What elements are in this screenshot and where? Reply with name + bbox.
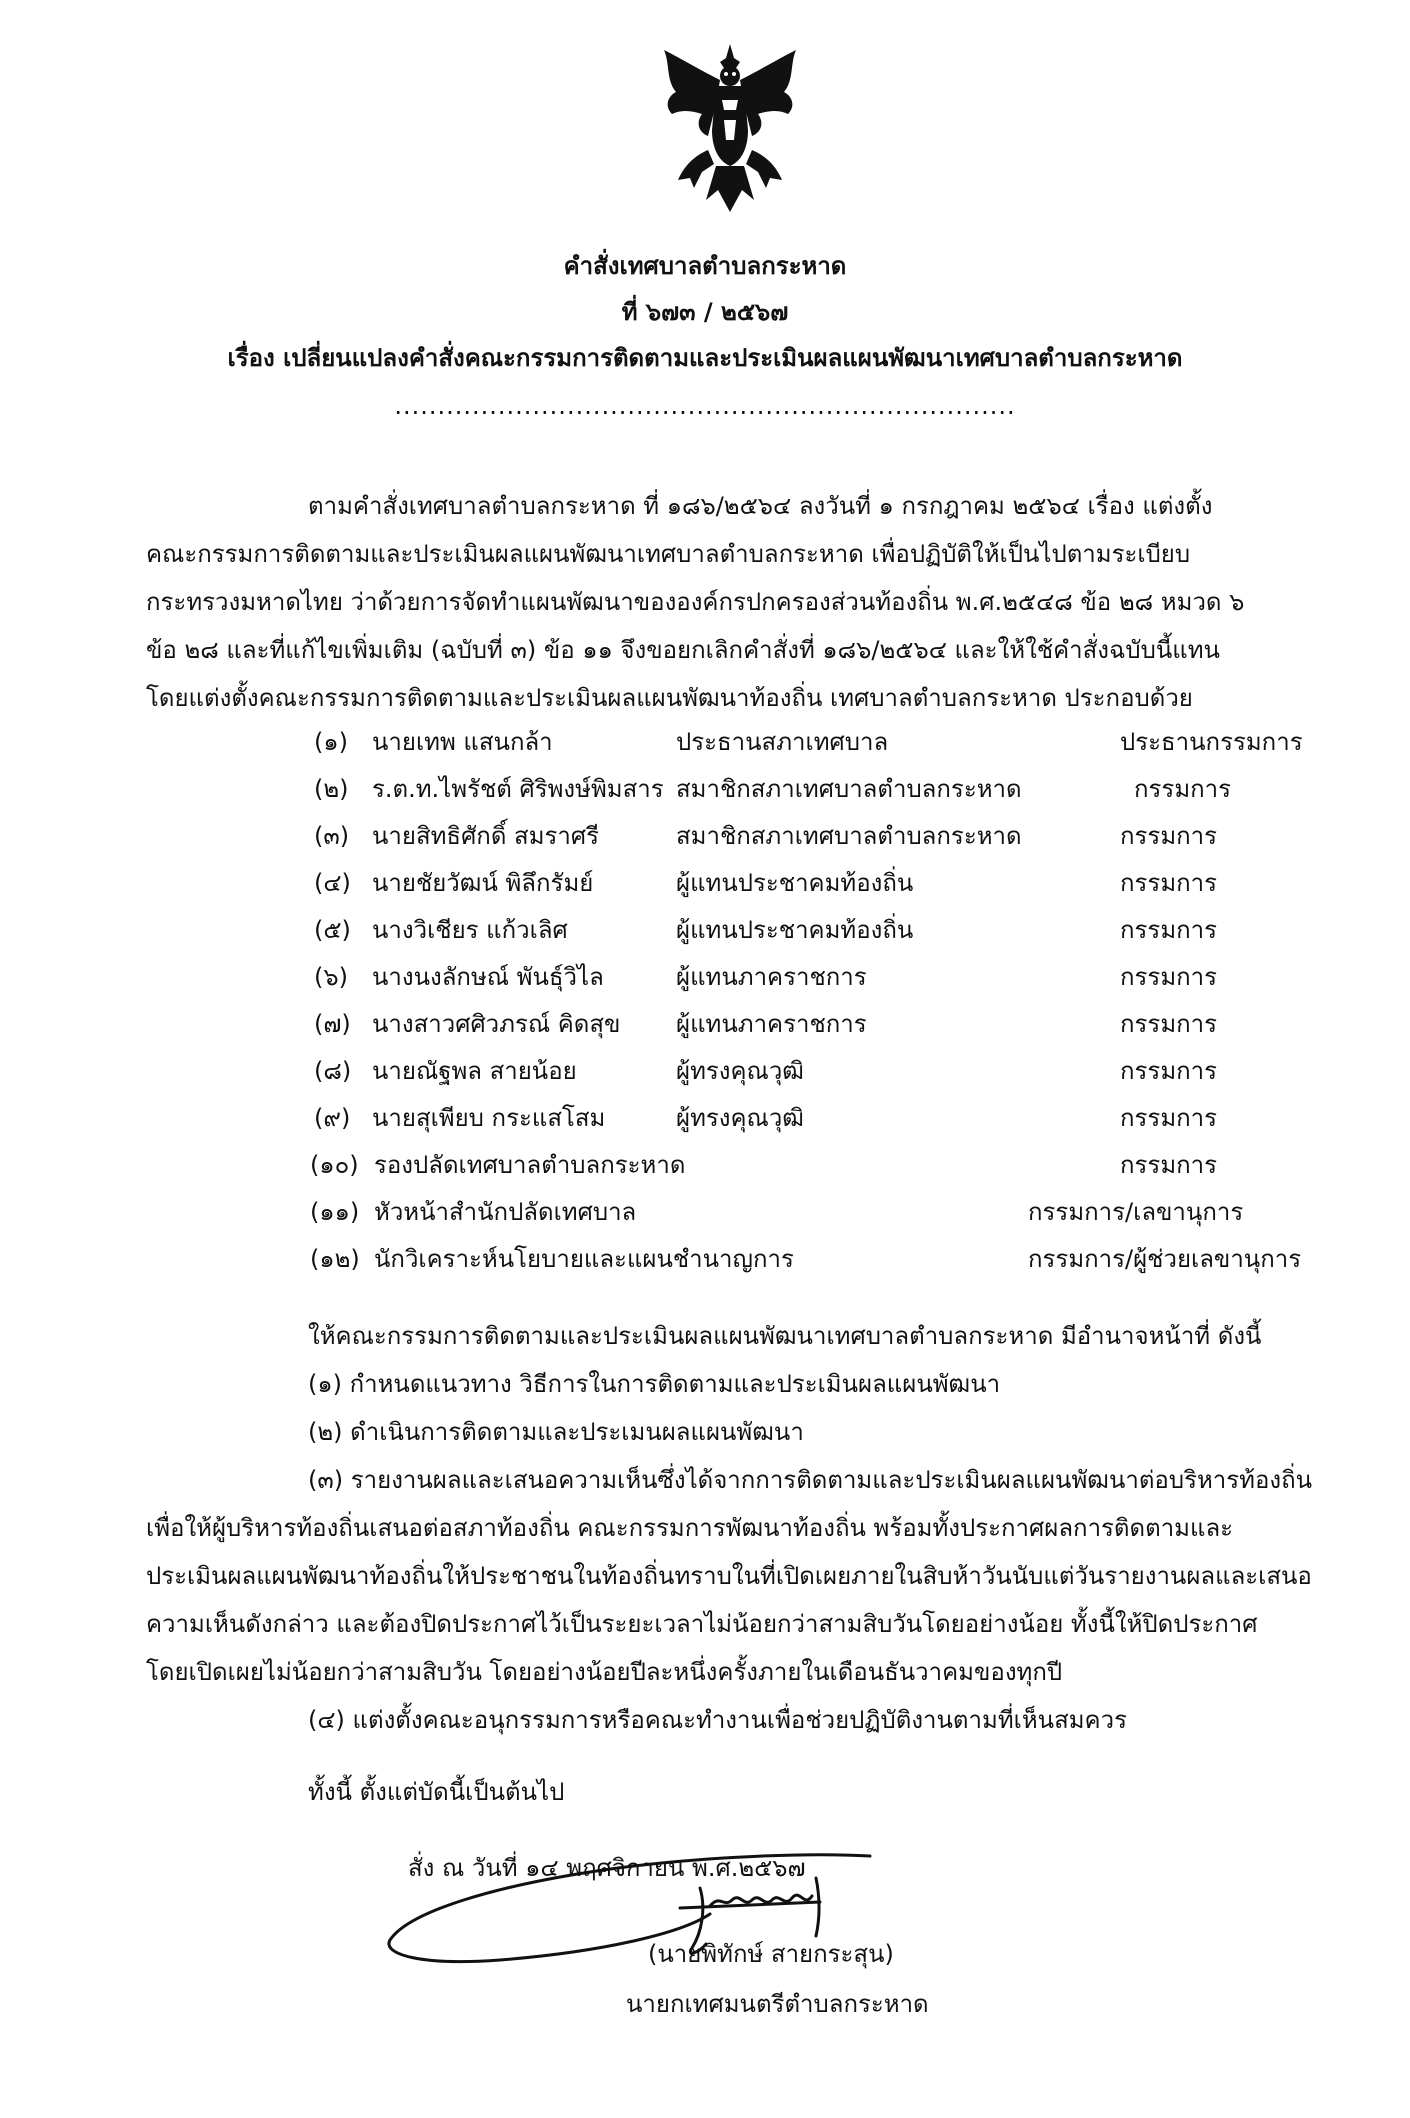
intro-line: กระทรวงมหาดไทย ว่าด้วยการจัดทำแผนพัฒนาขององค์กรปกครองส่วนท้องถิ่น พ.ศ.๒๕๔๘ ข้อ ๒๘ หมวด ๖ (146, 588, 1245, 616)
signer-title: นายกเทศมนตรีตำบลกระหาด (626, 1990, 929, 2018)
duty-item-line: โดยเปิดเผยไม่น้อยกว่าสามสิบวัน โดยอย่างน้อยปีละหนึ่งครั้งภายในเดือนธันวาคมของทุกปี (146, 1658, 1063, 1686)
duty-item: (๔) แต่งตั้งคณะอนุกรรมการหรือคณะทำงานเพื่อช่วยปฏิบัติงานตามที่เห็นสมควร (308, 1706, 1127, 1734)
member-name: นายเทพ แสนกล้า (372, 728, 553, 756)
member-position: ผู้แทนประชาคมท้องถิ่น (676, 916, 914, 944)
signature-date: สั่ง ณ วันที่ ๑๔ พฤศจิกายน พ.ศ.๒๕๖๗ (408, 1854, 806, 1882)
member-position: สมาชิกสภาเทศบาลตำบลกระหาด (676, 775, 1022, 803)
member-position: ผู้แทนภาคราชการ (676, 963, 867, 991)
member-role: กรรมการ (1120, 1010, 1218, 1038)
member-number: (๑๒) (310, 1245, 360, 1273)
member-name: หัวหน้าสำนักปลัดเทศบาล (374, 1198, 637, 1226)
member-role: กรรมการ (1120, 963, 1218, 991)
intro-line: ข้อ ๒๘ และที่แก้ไขเพิ่มเติม (ฉบับที่ ๓) ข้อ ๑๑ จึงขอยกเลิกคำสั่งที่ ๑๘๖/๒๕๖๔ และให้ใช้คำสั่งฉบับนี้แทน (146, 636, 1220, 664)
member-name: นายณัฐพล สายน้อย (372, 1057, 577, 1085)
duty-item: (๑) กำหนดแนวทาง วิธีการในการติดตามและประเมินผลแผนพัฒนา (308, 1370, 1001, 1398)
member-name: นางวิเชียร แก้วเลิศ (372, 916, 568, 944)
member-role: กรรมการ (1120, 916, 1218, 944)
member-position: ประธานสภาเทศบาล (676, 728, 889, 756)
intro-line: โดยแต่งตั้งคณะกรรมการติดตามและประเมินผลแผนพัฒนาท้องถิ่น เทศบาลตำบลกระหาด ประกอบด้วย (146, 684, 1193, 712)
member-number: (๗) (314, 1010, 351, 1038)
member-number: (๔) (314, 869, 351, 897)
intro-line: คณะกรรมการติดตามและประเมินผลแผนพัฒนาเทศบาลตำบลกระหาด เพื่อปฏิบัติให้เป็นไปตามระเบียบ (146, 540, 1191, 568)
member-number: (๙) (314, 1104, 351, 1132)
member-name: รองปลัดเทศบาลตำบลกระหาด (374, 1151, 686, 1179)
duty-item-line: เพื่อให้ผู้บริหารท้องถิ่นเสนอต่อสภาท้องถิ่น คณะกรรมการพัฒนาท้องถิ่น พร้อมทั้งประกาศผลการติดตามและ (146, 1514, 1234, 1542)
member-name: นักวิเคราะห์นโยบายและแผนชำนาญการ (374, 1245, 794, 1273)
duty-item: (๓) รายงานผลและเสนอความเห็นซึ่งได้จากการติดตามและประเมินผลแผนพัฒนาต่อบริหารท้องถิ่น (308, 1466, 1313, 1494)
member-number: (๑๑) (310, 1198, 360, 1226)
member-number: (๘) (314, 1057, 352, 1085)
member-position: สมาชิกสภาเทศบาลตำบลกระหาด (676, 822, 1022, 850)
member-role: กรรมการ (1120, 1104, 1218, 1132)
member-role: กรรมการ/ผู้ช่วยเลขานุการ (1028, 1245, 1302, 1273)
member-role: กรรมการ (1120, 1057, 1218, 1085)
order-number: ที่ ๖๗๓ / ๒๕๖๗ (621, 298, 789, 326)
member-number: (๕) (314, 916, 351, 944)
member-number: (๖) (314, 963, 348, 991)
garuda-emblem-icon (650, 40, 810, 220)
header-divider: ........................................................................ (394, 392, 1016, 420)
signer-name: (นายพิทักษ์ สายกระสุน) (648, 1940, 894, 1968)
duties-intro: ให้คณะกรรมการติดตามและประเมินผลแผนพัฒนาเทศบาลตำบลกระหาด มีอำนาจหน้าที่ ดังนี้ (308, 1322, 1262, 1350)
duty-item-line: ประเมินผลแผนพัฒนาท้องถิ่นให้ประชาชนในท้องถิ่นทราบในที่เปิดเผยภายในสิบห้าวันนับแต่วันรายงานผลและเสนอ (146, 1562, 1312, 1590)
member-number: (๑) (314, 728, 348, 756)
member-position: ผู้ทรงคุณวุฒิ (676, 1057, 804, 1085)
member-role: กรรมการ (1120, 869, 1218, 897)
duty-item: (๒) ดำเนินการติดตามและประเมนผลแผนพัฒนา (308, 1418, 804, 1446)
member-name: นายสุเพียบ กระแสโสม (372, 1104, 606, 1132)
member-role: กรรมการ (1120, 1151, 1218, 1179)
effective-clause: ทั้งนี้ ตั้งแต่บัดนี้เป็นต้นไป (308, 1778, 565, 1806)
order-subject: เรื่อง เปลี่ยนแปลงคำสั่งคณะกรรมการติดตามและประเมินผลแผนพัฒนาเทศบาลตำบลกระหาด (227, 344, 1183, 372)
member-position: ผู้แทนประชาคมท้องถิ่น (676, 869, 914, 897)
member-position: ผู้แทนภาคราชการ (676, 1010, 867, 1038)
member-number: (๒) (314, 775, 349, 803)
order-title: คำสั่งเทศบาลตำบลกระหาด (563, 252, 847, 280)
member-number: (๓) (314, 822, 350, 850)
intro-line: ตามคำสั่งเทศบาลตำบลกระหาด ที่ ๑๘๖/๒๕๖๔ ลงวันที่ ๑ กรกฎาคม ๒๕๖๔ เรื่อง แต่งตั้ง (308, 492, 1213, 520)
member-name: ร.ต.ท.ไพรัชต์ ศิริพงษ์พิมสาร (372, 775, 664, 803)
member-position: ผู้ทรงคุณวุฒิ (676, 1104, 804, 1132)
member-name: นางนงลักษณ์ พันธุ์วิไล (372, 963, 604, 991)
member-role: กรรมการ/เลขานุการ (1028, 1198, 1244, 1226)
member-name: นายชัยวัฒน์ พิลึกรัมย์ (372, 869, 594, 897)
member-name: นายสิทธิศักดิ์ สมราศรี (372, 822, 600, 850)
member-name: นางสาวศศิวภรณ์ คิดสุข (372, 1010, 621, 1038)
member-role: กรรมการ (1120, 822, 1218, 850)
member-role: กรรมการ (1134, 775, 1232, 803)
duty-item-line: ความเห็นดังกล่าว และต้องปิดประกาศไว้เป็นระยะเวลาไม่น้อยกว่าสามสิบวันโดยอย่างน้อย ทั้งนี้ให้ปิดประกาศ (146, 1610, 1258, 1638)
member-role: ประธานกรรมการ (1120, 728, 1303, 756)
member-number: (๑๐) (310, 1151, 359, 1179)
